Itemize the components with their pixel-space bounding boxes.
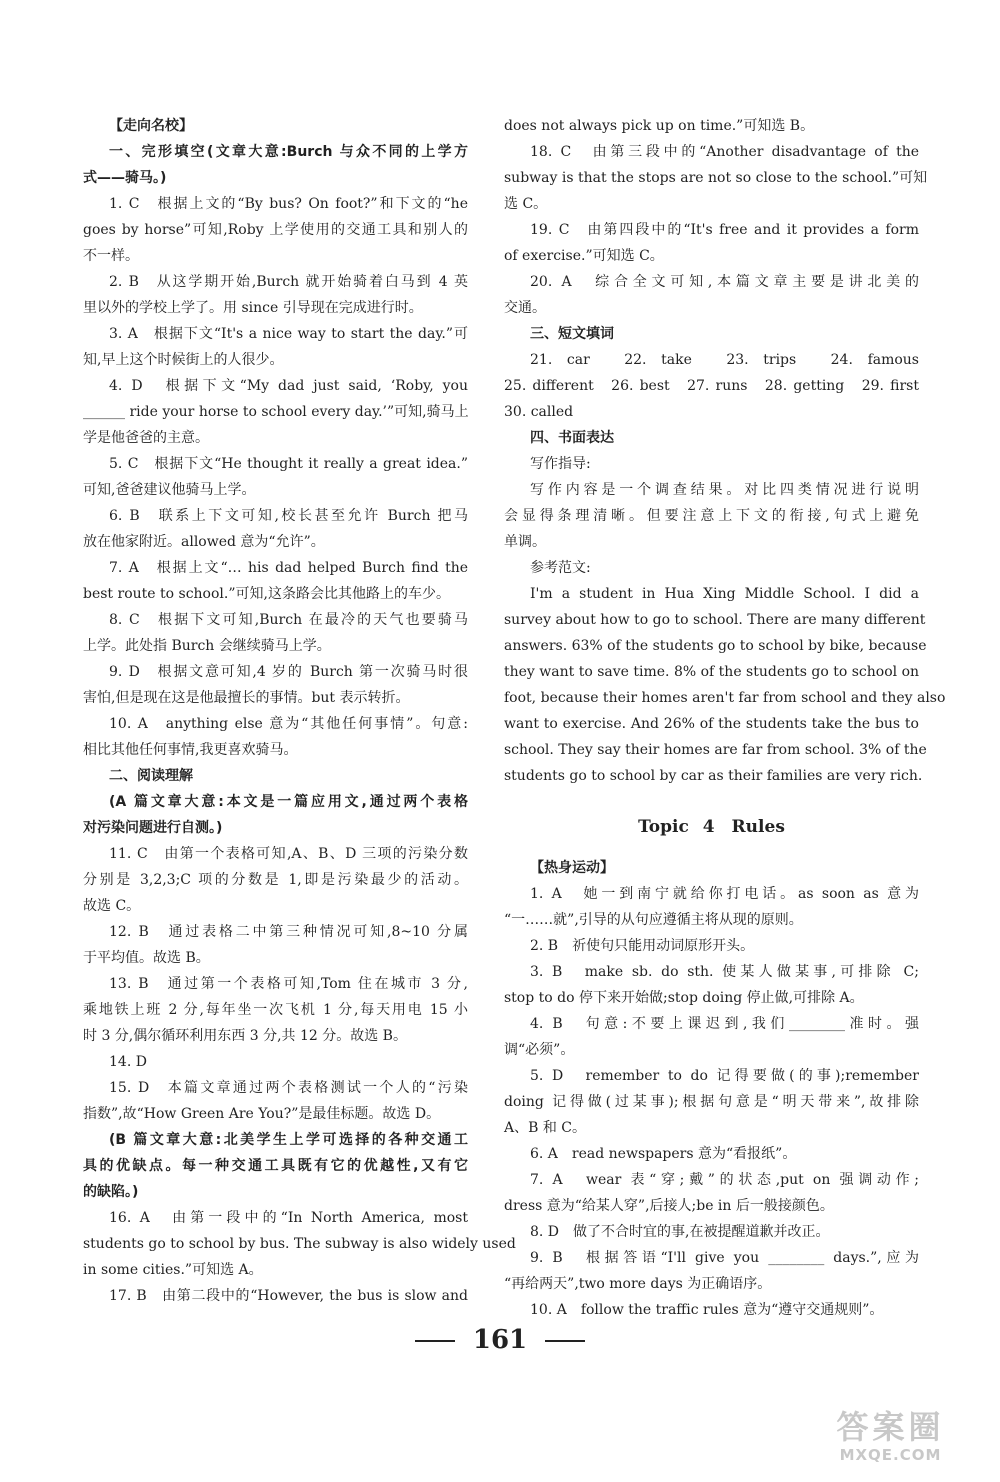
text-line: answers. 63% of the students go to school by bike, because xyxy=(504,638,927,654)
text-line: 四、书面表达 xyxy=(530,430,614,446)
text-line: 3. B make sb. do sth. 使某人做某事,可排除 C; xyxy=(530,964,919,980)
text-line: 不一样。 xyxy=(83,248,139,264)
text-line: 4. B 句意:不要上课迟到,我们________准时。强 xyxy=(530,1016,919,1032)
text-line: ______ ride your horse to school every day.’”可知,骑马上 xyxy=(83,404,469,420)
text-line: (B 篇文章大意:北美学生上学可选择的各种交通工 xyxy=(109,1132,468,1148)
dash-right xyxy=(545,1340,585,1342)
right-column xyxy=(504,113,946,789)
text-line: I'm a student in Hua Xing Middle School. I did a xyxy=(530,586,919,602)
text-line: 12. B 通过表格二中第三种情况可知,8~10 分属 xyxy=(109,924,468,940)
text-line: foot, because their homes aren't far from school and they also xyxy=(504,690,946,706)
text-line: 19. C 由第四段中的“It's free and it provides a form xyxy=(530,222,919,238)
text-line: 三、短文填词 xyxy=(530,326,614,342)
text-line: 写作内容是一个调查结果。对比四类情况进行说明 xyxy=(530,482,919,498)
text-line: 10. A anything else 意为“其他任何事情”。句意: xyxy=(109,716,468,732)
text-line: students go to school by bus. The subway is also widely used xyxy=(83,1236,516,1252)
text-line: 交通。 xyxy=(504,300,546,316)
text-line: 1. A 她一到南宁就给你打电话。as soon as 意为 xyxy=(530,886,919,902)
text-line: 6. A read newspapers 意为“看报纸”。 xyxy=(530,1146,797,1162)
text-line: dress 意为“给某人穿”,后接人;be in 后一般接颜色。 xyxy=(504,1198,834,1214)
text-line: 乘地铁上班 2 分,每年坐一次飞机 1 分,每天用电 15 小 xyxy=(83,1002,468,1018)
text-line: 上学。此处指 Burch 会继续骑马上学。 xyxy=(83,638,331,654)
text-line: 5. D remember to do 记得要做(的事);remember xyxy=(530,1068,919,1084)
text-line: goes by horse”可知,Roby 上学使用的交通工具和别人的 xyxy=(83,222,468,238)
text-line: best route to school.”可知,这条路会比其他路上的车少。 xyxy=(83,586,450,602)
text-line: 知,早上这个时候街上的人很少。 xyxy=(83,352,284,368)
text-line: 2. B 从这学期开始,Burch 就开始骑着白马到 4 英 xyxy=(109,274,468,290)
text-line: 会显得条理清晰。但要注意上下文的衔接,句式上避免 xyxy=(504,508,919,524)
text-line: doing 记得做(过某事);根据句意是“明天带来”,故排除 xyxy=(504,1094,919,1110)
text-line: 30. called xyxy=(504,404,574,420)
text-line: 于平均值。故选 B。 xyxy=(83,950,210,966)
text-line: school. They say their homes are far from school. 3% of the xyxy=(504,742,927,758)
text-line: 11. C 由第一个表格可知,A、B、D 三项的污染分数 xyxy=(109,846,468,862)
page-number-footer xyxy=(0,1325,1000,1355)
text-line: 8. D 做了不合时宜的事,在被提醒道歉并改正。 xyxy=(530,1224,830,1240)
text-line: (A 篇文章大意:本文是一篇应用文,通过两个表格 xyxy=(109,794,468,810)
text-line: 相比其他任何事情,我更喜欢骑马。 xyxy=(83,742,298,758)
topic-heading: Topic 4 Rules xyxy=(638,817,785,837)
text-line: 调“必须”。 xyxy=(504,1042,575,1058)
text-line: 9. B 根据答语“I'll give you ________ days.”,应为 xyxy=(530,1250,919,1266)
text-line: 2. B 祈使句只能用动词原形开头。 xyxy=(530,938,755,954)
text-line: 25. different 26. best 27. runs 28. getting 29. first xyxy=(504,378,919,394)
text-line: 时 3 分,偶尔循环利用东西 3 分,共 12 分。故选 B。 xyxy=(83,1028,407,1044)
text-line: subway is that the stops are not so close to the school.”可知 xyxy=(504,170,928,186)
text-line: 式——骑马。) xyxy=(83,170,167,186)
text-line: 参考范文: xyxy=(530,560,591,576)
text-line: 指数”,故“How Green Are You?”是最佳标题。故选 D。 xyxy=(83,1106,441,1122)
text-line: 21. car 22. take 23. trips 24. famous xyxy=(530,352,919,368)
text-line: 9. D 根据文意可知,4 岁的 Burch 第一次骑马时很 xyxy=(109,664,468,680)
text-line: 5. C 根据下文“He thought it really a great idea.” xyxy=(109,456,468,472)
text-line: 分别是 3,2,3;C 项的分数是 1,即是污染最少的活动。 xyxy=(83,872,468,888)
text-line: 17. B 由第二段中的“However, the bus is slow and xyxy=(109,1288,468,1304)
text-line: 二、阅读理解 xyxy=(109,768,193,784)
text-line: 里以外的学校上学了。用 since 引导现在完成进行时。 xyxy=(83,300,423,316)
text-line: 7. A wear 表“穿;戴”的状态,put on 强调动作; xyxy=(530,1172,919,1188)
text-line: 对污染问题进行自测。) xyxy=(83,820,223,836)
text-line: “一……就”,引导的从句应遵循主将从现的原则。 xyxy=(504,912,803,928)
text-line: 4. D 根据下文“My dad just said, ‘Roby, you xyxy=(109,378,468,394)
dash-left xyxy=(415,1340,455,1342)
text-line: stop to do 停下来开始做;stop doing 停止做,可排除 A。 xyxy=(504,990,864,1006)
text-line: 7. A 根据上文“… his dad helped Burch find the xyxy=(109,560,468,576)
text-line: 单调。 xyxy=(504,534,546,550)
watermark-logo xyxy=(803,1408,978,1468)
text-line: 20. A 综合全文可知,本篇文章主要是讲北美的 xyxy=(530,274,919,290)
text-line: 可知,爸爸建议他骑马上学。 xyxy=(83,482,256,498)
text-line: 【热身运动】 xyxy=(530,860,614,876)
text-line: they want to save time. 8% of the students go to school on xyxy=(504,664,920,680)
text-line: 害怕,但是现在这是他最擅长的事情。but 表示转折。 xyxy=(83,690,410,706)
text-line: 16. A 由第一段中的“In North America, most xyxy=(109,1210,468,1226)
watermark-title: 答案圈 xyxy=(836,1408,945,1446)
text-line: 13. B 通过第一个表格可知,Tom 住在城市 3 分, xyxy=(109,976,468,992)
left-column xyxy=(83,113,516,1309)
right-column-rules xyxy=(504,855,919,1323)
text-line: does not always pick up on time.”可知选 B。 xyxy=(504,118,815,134)
text-line: students go to school by car as their families are very rich. xyxy=(504,768,923,784)
text-line: of exercise.”可知选 C。 xyxy=(504,248,664,264)
text-line: 【走向名校】 xyxy=(109,118,193,134)
text-line: 18. C 由第三段中的“Another disadvantage of the xyxy=(530,144,919,160)
text-line: 10. A follow the traffic rules 意为“遵守交通规则”。 xyxy=(530,1302,884,1318)
text-line: survey about how to go to school. There are many different xyxy=(504,612,926,628)
text-line: 15. D 本篇文章通过两个表格测试一个人的“污染 xyxy=(109,1080,468,1096)
text-line: 6. B 联系上下文可知,校长甚至允许 Burch 把马 xyxy=(109,508,468,524)
watermark-url: MXQE.COM xyxy=(839,1446,942,1464)
text-line: 14. D xyxy=(109,1054,147,1070)
text-line: 一、完形填空(文章大意:Burch 与众不同的上学方 xyxy=(109,144,468,160)
text-line: A、B 和 C。 xyxy=(504,1120,587,1136)
text-line: 具的优缺点。每一种交通工具既有它的优越性,又有它 xyxy=(83,1158,468,1174)
text-line: in some cities.”可知选 A。 xyxy=(83,1262,263,1278)
text-line: 放在他家附近。allowed 意为“允许”。 xyxy=(83,534,325,550)
text-line: 写作指导: xyxy=(530,456,591,472)
text-line: 1. C 根据上文的“By bus? On foot?”和下文的“he xyxy=(109,196,468,212)
text-line: “再给两天”,two more days 为正确语序。 xyxy=(504,1276,772,1292)
text-line: 故选 C。 xyxy=(83,898,141,914)
text-line: 3. A 根据下文“It's a nice way to start the day.”可 xyxy=(109,326,468,342)
text-line: 学是他爸爸的主意。 xyxy=(83,430,209,446)
text-line: want to exercise. And 26% of the students take the bus to xyxy=(504,716,919,732)
text-line: 选 C。 xyxy=(504,196,548,212)
page-number: 161 xyxy=(472,1325,528,1355)
text-line: 的缺陷。) xyxy=(83,1184,139,1200)
text-line: 8. C 根据下文可知,Burch 在最冷的天气也要骑马 xyxy=(109,612,468,628)
